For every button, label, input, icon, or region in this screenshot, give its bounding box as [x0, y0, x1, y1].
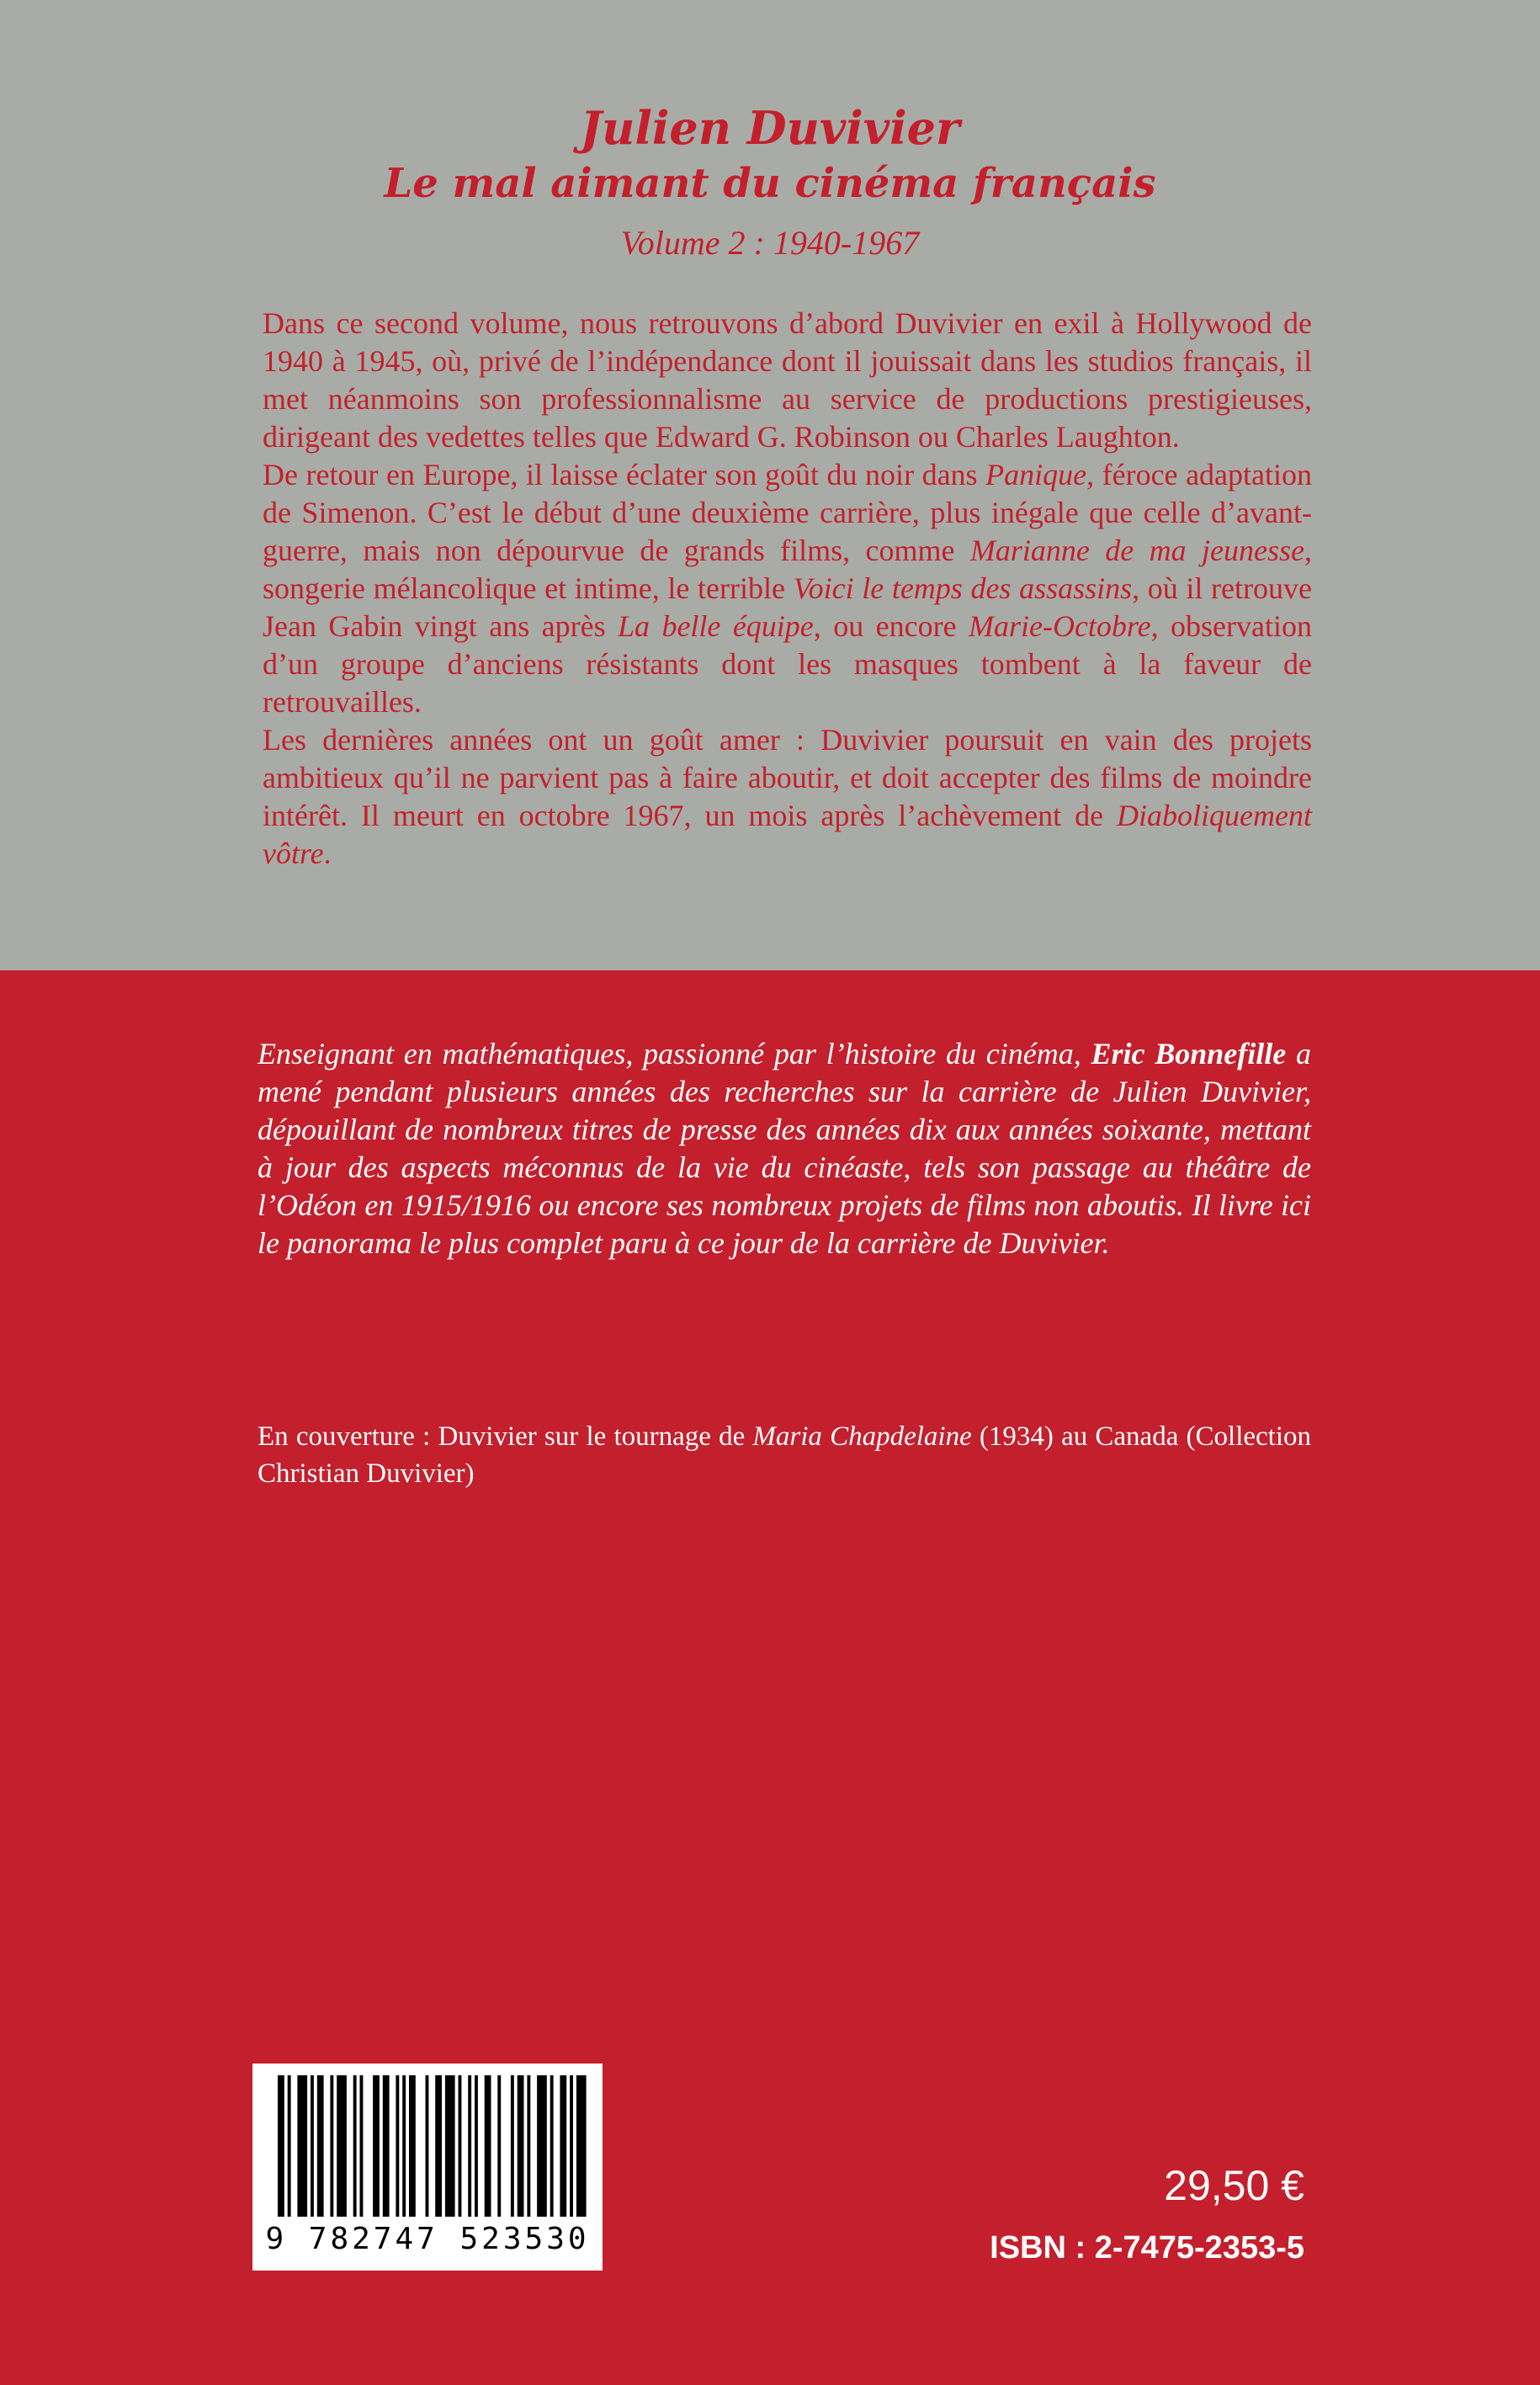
- barcode-bar: [396, 2075, 399, 2217]
- summary-paragraph-3: Les dernières années ont un goût amer : Duvivier poursuit en vain des projets ambitieux qu’il ne parvient pas à faire aboutir, et doit accepter des films de moindre intérêt. Il meurt en octobre 1967, un mois après l’achèvement de Diaboliquement vôtre.: [263, 723, 1312, 870]
- book-title: Julien Duvivier: [580, 101, 960, 155]
- barcode-bar: [511, 2075, 514, 2217]
- barcode-bar: [570, 2075, 573, 2217]
- film-title: Panique: [985, 458, 1087, 491]
- author-bio: Enseignant en mathématiques, passionné par l’histoire du cinéma, Eric Bonnefille a mené pendant plusieurs années des recherches sur la carrière de Julien Duvivier, dépouillant de nombreux titres de presse des années dix aux années soixante, mettant à jour des aspects méconnus de la vie du cinéaste, tels son passage au théâtre de l’Odéon en 1915/1916 ou encore ses nombreux projets de films non aboutis. Il livre ici le panorama le plus complet paru à ce jour de la carrière de Duvivier.: [258, 1037, 1311, 1260]
- barcode-bar: [297, 2075, 307, 2217]
- barcode-bar: [445, 2075, 455, 2217]
- barcode-bar: [497, 2075, 501, 2217]
- price: 29,50 €: [1164, 2162, 1304, 2209]
- barcode-digits: 9 782747 523530: [265, 2222, 590, 2256]
- cover-credit: En couverture : Duvivier sur le tournage de Maria Chapdelaine (1934) au Canada (Collection Christian Duvivier): [258, 1421, 1311, 1489]
- film-title: Voici le temps des assassins: [793, 571, 1133, 605]
- film-title: Marianne de ma jeunesse: [969, 534, 1304, 567]
- barcode-bars: [252, 2064, 603, 2223]
- volume-label: Volume 2 : 1940-1967: [620, 224, 920, 262]
- barcode-bar: [383, 2075, 390, 2217]
- barcode-bar: [402, 2075, 406, 2217]
- film-title: La belle équipe: [618, 609, 814, 643]
- barcode-bar: [485, 2075, 491, 2217]
- barcode: [252, 2064, 603, 2271]
- film-title: Maria Chapdelaine: [752, 1421, 972, 1452]
- barcode-bar: [518, 2075, 524, 2217]
- film-title: Diaboliquement vôtre: [263, 799, 1312, 870]
- barcode-bar: [337, 2075, 347, 2217]
- barcode-bar: [317, 2075, 324, 2217]
- summary-text: [263, 305, 1312, 873]
- author-name: Eric Bonnefille: [1091, 1037, 1287, 1070]
- barcode-bar: [288, 2075, 291, 2217]
- barcode-bar: [278, 2075, 284, 2217]
- barcode-bar: [311, 2075, 314, 2217]
- summary-paragraph-1: Dans ce second volume, nous retrouvons d’abord Duvivier en exil à Hollywood de 1940 à 1945, où, privé de l’indépendance dont il jouissait dans les studios français, il met néanmoins son professionnalisme au service de productions prestigieuses, dirigeant des vedettes telles que Edward G. Robinson ou Charles Laughton.: [263, 306, 1312, 454]
- barcode-bar: [576, 2075, 587, 2217]
- barcode-bar: [330, 2075, 333, 2217]
- barcode-bar: [459, 2075, 462, 2217]
- barcode-bar: [435, 2075, 442, 2217]
- isbn: ISBN : 2-7475-2353-5: [990, 2230, 1304, 2265]
- barcode-bar: [475, 2075, 478, 2217]
- barcode-bar: [409, 2075, 416, 2217]
- film-title: Marie-Octobre: [968, 609, 1151, 643]
- barcode-bar: [468, 2075, 471, 2217]
- barcode-bar: [353, 2075, 357, 2217]
- barcode-bar: [550, 2075, 554, 2217]
- barcode-bar: [527, 2075, 530, 2217]
- barcode-bar: [537, 2075, 547, 2217]
- barcode-bar: [560, 2075, 566, 2217]
- barcode-bar: [426, 2075, 429, 2217]
- book-subtitle: Le mal aimant du cinéma français: [384, 160, 1156, 207]
- barcode-bar: [360, 2075, 364, 2217]
- barcode-bar: [373, 2075, 380, 2217]
- summary-paragraph-2: De retour en Europe, il laisse éclater son goût du noir dans Panique, féroce adaptation de Simenon. C’est le début d’une deuxième carrière, plus inégale que celle d’avant-guerre, mais non dépourvue de grands films, comme Marianne de ma jeunesse, songerie mélancolique et intime, le terrible Voici le temps des assassins, où il retrouve Jean Gabin vingt ans après La belle équipe, ou encore Marie-Octobre, observation d’un groupe d’anciens résistants dont les masques tombent à la faveur de retrouvailles.: [263, 458, 1313, 719]
